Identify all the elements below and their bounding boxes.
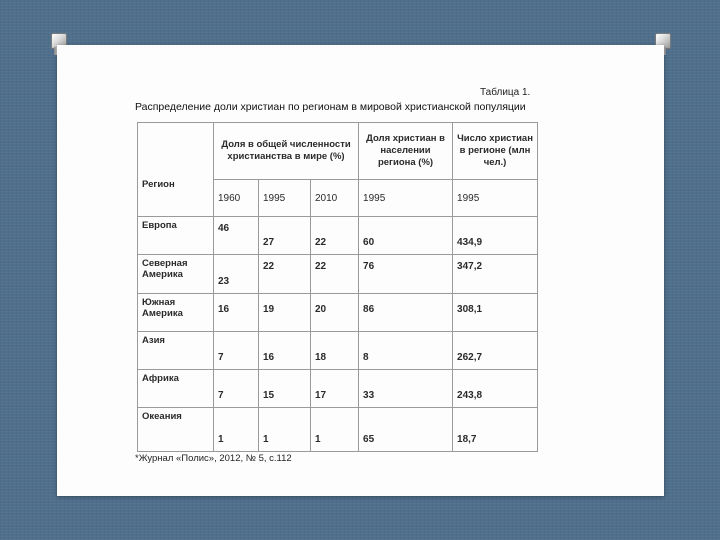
region-cell: Южная Америка <box>138 293 214 331</box>
table-row <box>138 407 538 451</box>
value-cell: 308,1 <box>453 293 538 331</box>
year-cell: 1995 <box>259 180 311 217</box>
value-cell: 27 <box>259 217 311 255</box>
table-row <box>138 217 538 255</box>
value-cell: 22 <box>311 217 359 255</box>
header-count: Число христиан в регионе (млн чел.) <box>453 123 538 180</box>
region-cell: Африка <box>138 369 214 407</box>
value-cell: 20 <box>311 293 359 331</box>
value-cell: 243,8 <box>453 369 538 407</box>
table-row <box>138 331 538 369</box>
table-row <box>138 369 538 407</box>
christians-distribution-table <box>137 122 538 452</box>
year-cell: 1995 <box>359 180 453 217</box>
value-cell: 22 <box>311 255 359 293</box>
region-cell: Океания <box>138 407 214 451</box>
value-cell: 16 <box>259 331 311 369</box>
value-cell: 22 <box>259 255 311 293</box>
value-cell: 347,2 <box>453 255 538 293</box>
value-cell: 65 <box>359 407 453 451</box>
value-cell: 262,7 <box>453 331 538 369</box>
header-share-region: Доля христиан в населении региона (%) <box>359 123 453 180</box>
value-cell: 18 <box>311 331 359 369</box>
header-share-world: Доля в общей численности христианства в мире (%) <box>214 123 359 180</box>
value-cell: 434,9 <box>453 217 538 255</box>
region-cell: Азия <box>138 331 214 369</box>
value-cell: 1 <box>311 407 359 451</box>
table-number: Таблица 1. <box>480 87 531 98</box>
value-cell: 1 <box>259 407 311 451</box>
value-cell: 17 <box>311 369 359 407</box>
value-cell: 86 <box>359 293 453 331</box>
source-note: *Журнал «Полис», 2012, № 5, с.112 <box>135 453 292 464</box>
year-cell: 1960 <box>214 180 259 217</box>
value-cell: 76 <box>359 255 453 293</box>
value-cell: 1 <box>214 407 259 451</box>
value-cell: 15 <box>259 369 311 407</box>
table-row <box>138 293 538 331</box>
value-cell: 7 <box>214 331 259 369</box>
table-row <box>138 255 538 293</box>
value-cell: 7 <box>214 369 259 407</box>
region-cell: Северная Америка <box>138 255 214 293</box>
value-cell: 19 <box>259 293 311 331</box>
value-cell: 16 <box>214 293 259 331</box>
value-cell: 60 <box>359 217 453 255</box>
value-cell: 23 <box>214 255 259 293</box>
table-caption: Распределение доли христиан по регионам в мировой христианской популяции <box>135 101 526 113</box>
value-cell: 18,7 <box>453 407 538 451</box>
value-cell: 46 <box>214 217 259 255</box>
year-cell: 1995 <box>453 180 538 217</box>
region-cell: Европа <box>138 217 214 255</box>
value-cell: 8 <box>359 331 453 369</box>
value-cell: 33 <box>359 369 453 407</box>
year-cell: 2010 <box>311 180 359 217</box>
header-region: Регион <box>138 123 214 217</box>
